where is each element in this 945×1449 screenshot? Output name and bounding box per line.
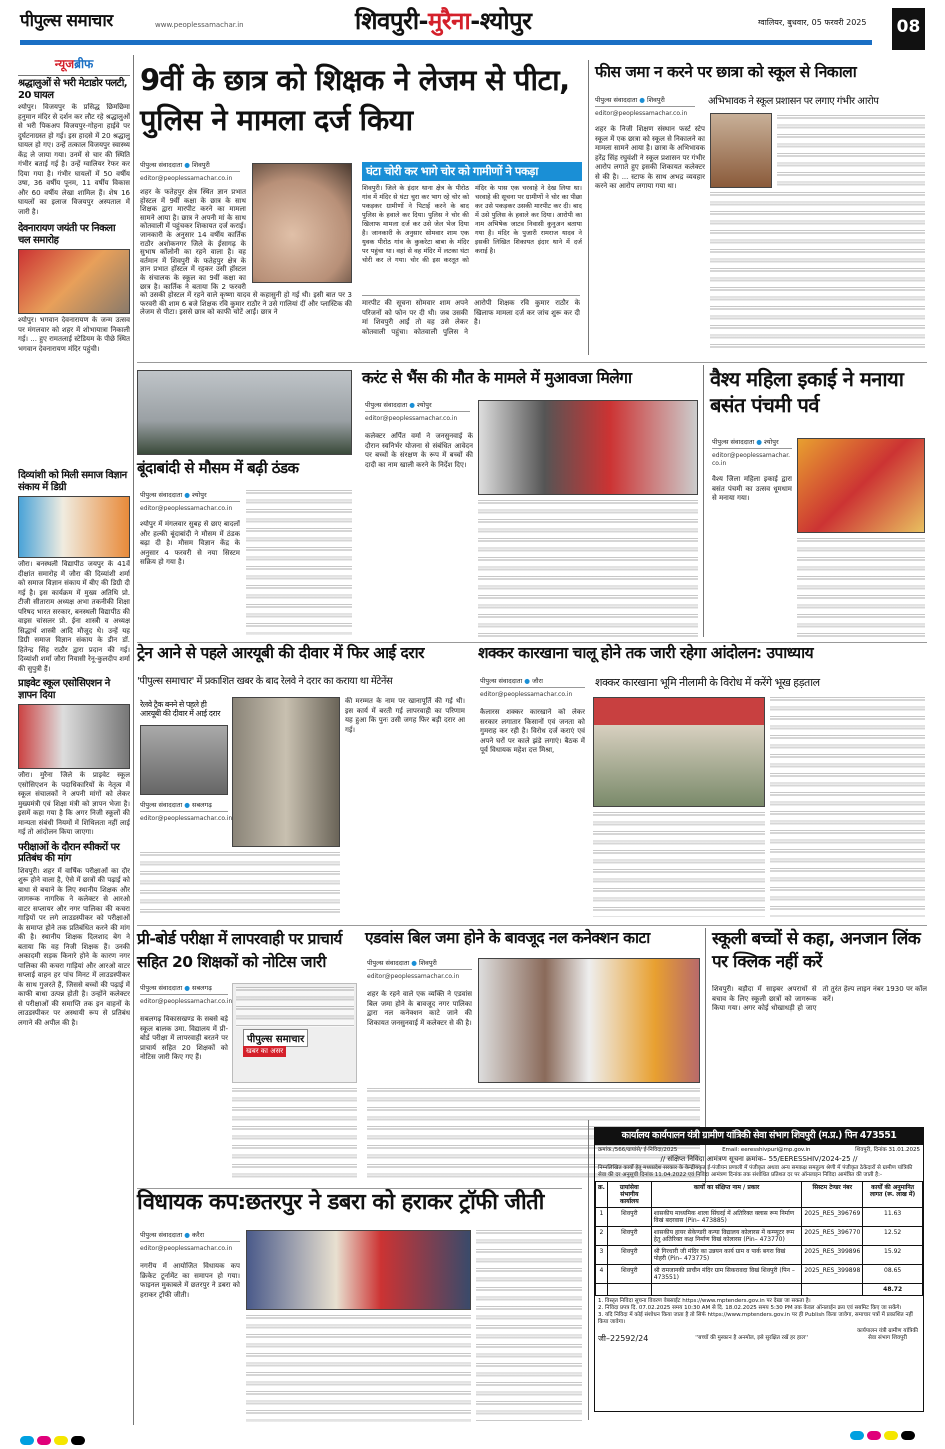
- section-rule: [137, 642, 927, 643]
- parent-photo: [710, 113, 772, 188]
- byline-place: करैरा: [192, 1231, 205, 1239]
- byline-place: सबलगढ़: [192, 984, 212, 992]
- train-headline: ट्रेन आने से पहले आरयूबी की दीवार में फिर आई दरार: [137, 644, 424, 662]
- tender-cell: 08.65: [863, 1264, 923, 1283]
- tender-row: [596, 1207, 923, 1226]
- ad-note: 1. विस्तृत निविदा सूचना विवरण वेबसाईट https://www.mptenders.gov.in पर देखा जा सकता है।: [598, 1297, 811, 1304]
- brief-body: श्योपुर। भगवान देवनारायण के जन्म उत्सव पर मंगलवार को शहर में शोभायात्रा निकाली गई। ... हुए रामतलाई स्टेडियम के पीछे स्थित भगवान देवनारायण मंदिर पहुंची।: [18, 316, 130, 353]
- column-divider: [133, 55, 134, 1425]
- buffalo-byline: पीपुल्स संवाददाता ● श्योपुर editor@peoplessamachar.co.in: [365, 400, 470, 422]
- rub-crack-photo: [232, 697, 340, 847]
- byline-place: श्योपुर: [192, 491, 207, 499]
- sugar-body-text: [593, 812, 765, 917]
- lead-story: [140, 160, 352, 360]
- clipping-brand: पीपुल्स समाचार: [243, 1029, 308, 1047]
- ad-title: कार्यालय कार्यपालन यंत्री ग्रामीण यांत्रिकी सेवा संभाग शिवपुरी (म.प्र.) पिन 473551: [595, 1128, 923, 1145]
- total-row: [596, 1283, 923, 1295]
- editor-email[interactable]: editor@peoplessamachar.co.in: [595, 110, 688, 117]
- cyber-headline: स्कूली बच्चों से कहा, अनजान लिंक पर क्लिक नहीं करें: [712, 929, 921, 972]
- cup-headline: विधायक कप:छतरपुर ने डबरा को हराकर ट्रॉफी जीती: [137, 1190, 544, 1215]
- byline-reporter: पीपुल्स संवाददाता: [140, 1231, 183, 1239]
- tender-cell: शासकीय माध्यमिक शाला सिंघरई में अतिरिक्त क्लास रूम निर्माण विखं बदरवास (Pin– 473885): [651, 1207, 802, 1226]
- weather-body: श्योपुर में मंगलवार सुबह से छाए बादलों और हल्की बूंदाबांदी ने मौसम में ठंडक बढ़ा दी है। मौसम विज्ञान केंद्र के अनुसार 4 फरवरी से नया सिस्टम सक्रिय हो गया है।: [140, 520, 240, 566]
- editor-email[interactable]: editor@peoplessamachar.co.in: [140, 175, 233, 182]
- byline-place: शिवपुरी: [419, 959, 437, 967]
- fees-body-text: [710, 192, 925, 352]
- tender-cell: शासकीय हायर सेकेण्डरी कन्या विद्यालय कोलारस में कम्प्यूटर रूम हेतु अतिरिक्त कक्ष निर्माण विखं कोलारस (Pin– 473770): [651, 1226, 802, 1245]
- brief-headline: श्रद्धालुओं से भरी मेटाडोर पलटी, 20 घायल: [18, 75, 130, 101]
- tender-cell: 1: [596, 1207, 608, 1226]
- brief-body: श्योपुर। विजयपुर के प्रसिद्ध छिमछिमा हनुमान मंदिर से दर्शन कर लौट रहे श्रद्धालुओं से भरी पिकअप विजयपुर-गोहना हाईवे पर दुर्घटनाग्रस्त हो गई। इस हादसे में 20 श्रद्धालु घायल हो गए। उन्हें तत्काल विजयपुर स्वास्थ्य केंद्र ले जाया गया। उनमें से चार की स्थिति गंभीर बताई गई है। उन्हें ग्वालियर रेफर कर दिया गया है। गंभीर घायलों में 50 वर्षीय उषा, 36 वर्षीय पूनम, 11 वर्षीय विकास और 60 वर्षीय लेखा शामिल हैं। शेष 16 घायलों का इलाज विजयपुर अस्पताल में जारी है।: [18, 103, 130, 216]
- byline-reporter: पीपुल्स संवाददाता: [480, 677, 523, 685]
- lead-body-cont: मारपीट की सूचना सोमवार शाम अपने परिजनों को फोन पर दी थी। जब उसकी मां शिवपुरी आईं तो वह उसे लेकर कोतवाली पहुंचा। कोतवाली पुलिस ने आरोपी शिक्षक रवि कुमार राठौर के खिलाफ मामला दर्ज कर जांच शुरू कर दी है।: [362, 295, 580, 355]
- ad-notice-number: // संक्षिप्त निविदा आमंत्रण सूचना क्रमांक– 55/EERESSHIV/2024-25 //: [660, 1154, 858, 1163]
- preboard-body-text: [232, 1088, 357, 1183]
- fees-subheadline: अभिभावक ने स्कूल प्रशासन पर लगाए गंभीर आरोप: [708, 96, 879, 107]
- degree-photo: [18, 496, 130, 558]
- editor-email[interactable]: editor@peoplessamachar.co.in: [140, 1245, 233, 1252]
- ad-signature: कार्यपालन यंत्री ग्रामीण यांत्रिकी सेवा संभाग शिवपुरी: [856, 1327, 918, 1341]
- ad-ref: क्रमांक./566/ग्रायांसे/ ई-निविदा/2025: [598, 1146, 678, 1153]
- sugar-body-text: [770, 697, 925, 917]
- rub-wall-photo: [140, 725, 228, 795]
- byline-place: शिवपुरी: [647, 96, 665, 104]
- vaishya-body: वैश्य जिला महिला इकाई द्वारा बसंत पंचमी का उत्सव धूमधाम से मनाया गया।: [712, 475, 792, 502]
- byline-place: जौरा: [532, 677, 543, 685]
- cup-body-text: [476, 1230, 582, 1422]
- tender-cell: श्री गिरधारी जी मंदिर का उन्नयन कार्य ग्राम व पार्क बगरा विखं पोहरी (Pin– 473775): [651, 1245, 802, 1264]
- news-clipping: [232, 983, 357, 1083]
- memorandum-photo: [18, 704, 130, 769]
- fees-body-text: [777, 115, 925, 190]
- tender-cell: शिवपुरी: [607, 1245, 651, 1264]
- tender-cell: 4: [596, 1264, 608, 1283]
- brief-body: शिवपुरी। शहर में वार्षिक परीक्षाओं का दौर शुरू होने वाला है, ऐसे में छात्रों की पढ़ाई को बाधा से बचाने के लिए स्थानीय शिक्षक और जागरूक नागरिक ने कलेक्टर से आरओ वाटर सप्लायर और नगर पालिका की कचरा गाड़ियों पर लगे लाउडस्पीकर को परीक्षाओं के समाप्त होने तक प्रतिबंधित करने की मांग की है। स्थानीय शिक्षक दिलशाद बेग ने बताया कि वह निजी शिक्षक हैं। उनकी अकादमी सड़क किनारे होने के कारण नगर पालिका की कचरा गाड़ियां और आरओ वाटर सप्लाई वाहन हर पांच मिनट में लाउडस्पीकर के साथ गुजरते हैं, जिससे बच्चों की पढ़ाई में काफी बाधा उत्पन्न होती है। उन्होंने कलेक्टर से परीक्षाओं की समाप्ति तक इन वाहनों के लाउडस्पीकर पर अस्थायी रूप से प्रतिबंध लगाने की अपील की है।: [18, 866, 130, 1027]
- byline-place: श्योपुर: [417, 401, 432, 409]
- total-cost: 48.72: [863, 1283, 923, 1295]
- theft-box: [362, 162, 582, 290]
- tender-cell: 2025_RES_399896: [802, 1245, 863, 1264]
- tender-cell: शिवपुरी: [607, 1207, 651, 1226]
- clipping-text: [236, 987, 354, 1027]
- editor-email[interactable]: editor@peoplessamachar.co.in: [480, 691, 573, 698]
- col-header: कार्यों का संक्षिप्त नाम / प्रकार: [651, 1181, 802, 1207]
- vaishya-body-text: [797, 538, 925, 638]
- byline-reporter: पीपुल्स संवाददाता: [367, 959, 410, 967]
- water-body: शहर के रहने वाले एक व्यक्ति ने एडवांस बिल जमा होने के बावजूद नगर पालिका द्वारा नल कनेक्शन काटे जाने की शिकायत जनसुनवाई में कलेक्टर से की है।: [367, 990, 472, 1027]
- registration-marks: [850, 1425, 918, 1444]
- sugar-body: कैलारस शक्कर कारखाने को लेकर सरकार लगातार किसानों एवं जनता को गुमराह कर रही है। विरोध दर्ज कराएं एवं अपने घरों पर काले झंडे लगाएं। बैठक में पूर्व विधायक महेश दत्त मिश्रा,: [480, 708, 585, 754]
- hearing-photo: [478, 400, 698, 495]
- vaishya-headline: वैश्य महिला इकाई ने मनाया बसंत पंचमी पर्व: [710, 367, 904, 417]
- water-byline: पीपुल्स संवाददाता ● शिवपुरी editor@peoplessamachar.co.in: [367, 958, 472, 980]
- news-brief-sidebar: [18, 55, 130, 1425]
- tender-cell: श्री रामजानकी प्राचीन मंदिर ग्राम सिकरावदा विखं शिवपुरी (पिन – 473551): [651, 1264, 802, 1283]
- byline-place: श्योपुर: [764, 438, 779, 446]
- tender-row: [596, 1226, 923, 1245]
- tender-cell: 11.63: [863, 1207, 923, 1226]
- tender-cell: 15.92: [863, 1245, 923, 1264]
- editor-email[interactable]: editor@peoplessamachar.co.in: [365, 415, 458, 422]
- train-byline: पीपुल्स संवाददाता ● सबलगढ़ editor@peoplessamachar.co.in: [140, 801, 233, 822]
- sugar-byline: पीपुल्स संवाददाता ● जौरा editor@peoplessamachar.co.in: [480, 676, 585, 698]
- byline-place: सबलगढ़: [192, 801, 212, 809]
- lead-body: शहर के फतेहपुर क्षेत्र स्थित ज्ञान प्रभात होस्टल में 9वीं कक्षा के छात्र के साथ शिक्षक द्वारा मारपीट करने का मामला सामने आया है। छात्र ने अपनी मां के साथ कोतवाली में पहुंचकर शिकायत दर्ज कराई। जानकारी के अनुसार 14 वर्षीय कार्तिक राठौर अशोकनगर जिले के ईसागढ़ के सुभाष कॉलोनी का रहने वाला है। वह वर्तमान में शिवपुरी के फतेहपुर क्षेत्र के ज्ञान प्रभात हॉस्टल में रहकर उसी हॉस्टल के संचालक के स्कूल का 9वीं कक्षा का छात्र है। कार्तिक ने बताया कि 2 फरवरी को उसकी होस्टल में रहने वाले कृष्णा यादव से कहासुनी हो गई थी। इसी बात पर 3 फरवरी की शाम 6 बजे शिक्षक रवि कुमार राठौर ने उसे गालियां दीं और प्लास्टिक की लेजम से पीटा। इससे छात्र को काफी चोटें आईं। छात्र ने: [140, 188, 352, 317]
- weather-photo: [137, 370, 352, 455]
- sugar-headline: शक्कर कारखाना चालू होने तक जारी रहेगा आंदोलन: उपाध्याय: [478, 644, 814, 662]
- trophy-photo: [246, 1230, 471, 1310]
- brief-headline: प्राइवेट स्कूल एसोसिएशन ने ज्ञापन दिया: [18, 678, 110, 701]
- water-headline: एडवांस बिल जमा होने के बावजूद नल कनेक्शन काटा: [365, 929, 650, 947]
- cyber-body: शिवपुरी। बड़ौदा में साइबर अपराधों से बचाव के लिए स्कूली छात्रों को जागरूक किया गया। अगर कोई धोखाधड़ी हो जाए तो तुरंत हेल्प लाइन नंबर 1930 पर कॉल करें।: [712, 985, 927, 1012]
- preboard-headline: प्री-बोर्ड परीक्षा में लापरवाही पर प्राचार्य सहित 20 शिक्षकों को नोटिस जारी: [137, 930, 342, 971]
- sugar-subheadline: शक्कर कारखाना भूमि नीलामी के विरोध में करेंगे भूख हड़ताल: [595, 676, 820, 689]
- column-divider: [588, 60, 589, 355]
- protest-photo: [593, 697, 765, 807]
- page-number: 08: [892, 8, 925, 50]
- tender-cell: 2025_RES_399898: [802, 1264, 863, 1283]
- tender-cell: शिवपुरी: [607, 1226, 651, 1245]
- website-url[interactable]: www.peoplessamachar.in: [155, 21, 244, 29]
- editor-email[interactable]: editor@peoplessamachar.co.in: [140, 998, 233, 1005]
- lead-byline: पीपुल्स संवाददाता ● शिवपुरी editor@peoplessamachar.co.in: [140, 160, 240, 182]
- cup-body: नगरीय में आयोजित विधायक कप क्रिकेट टूर्नामेंट का समापन हो गया। फाइनल मुकाबले में छतरपुर ने डबरा को हराकर ट्रॉफी जीती।: [140, 1262, 240, 1299]
- tender-cell: 12.52: [863, 1226, 923, 1245]
- title-part-3: -श्योपुर: [470, 7, 532, 35]
- tender-cell: 2025_RES_396769: [802, 1207, 863, 1226]
- ad-footer: [595, 1328, 923, 1342]
- tender-row: [596, 1264, 923, 1283]
- col-header: क्र.: [596, 1181, 608, 1207]
- section-rule: [137, 362, 927, 363]
- fees-body: शहर के निजी शिक्षण संस्थान फर्स्ट स्टेप स्कूल में एक छात्रा को स्कूल से निकालने का मामला सामने आया है। छात्रा के अभिभावक हरेंद्र सिंह रघुवंशी ने स्कूल प्रशासन पर गंभीर आरोप लगाते हुए इसकी शिकायत कलेक्टर से की है। ... स्टाफ के साथ अभद्र व्यवहार करने का आरोप लगाया गया था।: [595, 125, 705, 190]
- theft-headline: घंटा चोरी कर भागे चोर को गामीणों ने पकड़ा: [362, 162, 582, 181]
- col-header: ग्रायांसेवा संभागीय कार्यालय: [607, 1181, 651, 1207]
- clipping-caption: रेलवे ट्रैक बनने से पहले ही आरयूबी की दीवार में आई दरार: [140, 700, 221, 719]
- ad-slogan: ''बच्चों की मुस्कान है अनमोल, इसे सुरक्षित रखें हर हाल'': [695, 1334, 809, 1341]
- ad-intro: निम्नलिखित कार्यों हेतु मध्यप्रदेश सरकार के केन्द्रीयकृत ई-पंजीयन प्रणाली में पंजीकृत अथवा अन्य समकक्ष समतुल्य श्रेणी में पंजीकृत ठेकेदारों से ग्रामीण यांत्रिकी सेवा की दर अनुसूची दिनांक 11.04.2022 एवं निविदा आमंत्रण दिनांक तक संशोधित प्रतिशत दर पर ऑनलाइन निविदा आमंत्रित की जाती है:-: [598, 1164, 913, 1178]
- tender-cell: 2025_RES_396770: [802, 1226, 863, 1245]
- edition-title: [355, 8, 531, 36]
- brief-body: जौरा। मुरैना जिले के प्राइवेट स्कूल एसोसिएशन के पदाधिकारियों के नेतृत्व में स्कूल संचालकों ने अपनी मांगों को लेकर मुख्यमंत्री एवं शिक्षा मंत्री को ज्ञापन भेजा है। इसमें कहा गया है कि अगर निजी स्कूलों की मान्यता संबंधी नियमों में शिथिलता नहीं लाई गई तो आंदोलन किया जाएगा।: [18, 771, 130, 836]
- preboard-body: सबलगढ़ विकासखण्ड के सबसे बड़े स्कूल बालक उमा. विद्यालय में प्री-बोर्ड परीक्षा में लापरवाही बरतने पर प्राचार्य सहित 20 शिक्षकों को नोटिस जारी किए गए हैं।: [140, 1015, 228, 1061]
- tender-cell: शिवपुरी: [607, 1264, 651, 1283]
- buffalo-body: कलेक्टर अर्पित वर्मा ने जनसुनवाई के दौरान स्वनिर्भर योजना से संबंधित आवेदन पर बच्चों के संरक्षण के रूप में बच्चों की दादी का नाम खाली करने के निर्देश दिए।: [365, 432, 473, 469]
- lead-headline: 9वीं के छात्र को शिक्षक ने लेजम से पीटा, पुलिस ने मामला दर्ज किया: [140, 63, 570, 137]
- train-body: की मरम्मत के नाम पर खानापूर्ति की गई थी। इस कार्य में बरती गई लापरवाही का परिणाम यह हुआ कि पुनः उसी जगह फिर बड़ी दरार आ गई।: [345, 697, 465, 734]
- basant-panchami-photo: [797, 438, 925, 533]
- weather-headline: बूंदाबांदी से मौसम में बढ़ी ठंडक: [137, 459, 299, 477]
- ad-note: 2. निविदा प्रपत्र दि. 07.02.2025 समय 10:30 AM से दि. 18.02.2025 समय 5:30 PM तक केवल ऑनलाईन क्रय एवं सबमिट किए जा सकेंगे।: [598, 1304, 902, 1311]
- newspaper-logo: पीपुल्स समाचार: [20, 11, 113, 31]
- injury-photo: [252, 163, 352, 283]
- preboard-byline: पीपुल्स संवाददाता ● सबलगढ़ editor@peoplessamachar.co.in: [140, 984, 233, 1005]
- header-rule: [20, 40, 872, 45]
- byline-reporter: पीपुल्स संवाददाता: [140, 491, 183, 499]
- train-body-text: [140, 852, 340, 917]
- cup-body-text: [246, 1315, 471, 1422]
- buffalo-body-text: [478, 500, 698, 637]
- weather-body-text: [246, 490, 352, 635]
- tender-notice-ad: [594, 1127, 924, 1412]
- byline-reporter: पीपुल्स संवाददाता: [365, 401, 408, 409]
- byline-reporter: पीपुल्स संवाददाता: [140, 161, 183, 169]
- theft-body: शिवपुरी। जिले के इंदार थाना क्षेत्र के पीरोठ गांव में मंदिर से घंटा चुरा कर भाग रहे चोर को पकड़कर ग्रामीणों ने पिटाई करने के बाद पुलिस के हवाले कर दिया। पुलिस ने चोर की खिलाफ मामला दर्ज कर उसे जेल भेज दिया है। जानकारी के अनुसार सोमवार शाम एक युवक पीरोठ गांव के कुकरेटा बाबा के मंदिर पर पहुंचा था। वहां से वह मंदिर में लटका घंटा चोरी कर ले गया। चोर की इस करतूत को मंदिर के पास एक चरवाहे ने देख लिया था। चरवाहे की सूचना पर ग्रामीणों ने चोर का पीछा कर उसे पकड़कर उसकी मारपीट कर दी। बाद में उसे पुलिस के हवाले कर दिया। आरोपी का नाम अभिषेक जाटव निवासी कुनुअन बताया गया है। मंदिर के पुजारी रामराज यादव ने इसकी लिखित शिकायत इंदार थाने में दर्ज कराई है।: [362, 184, 582, 265]
- complainants-photo: [478, 958, 700, 1083]
- news-brief-label: न्यूजब्रीफ: [54, 57, 94, 71]
- tender-cell: 3: [596, 1245, 608, 1264]
- col-header: सिस्टम टेण्डर नंबर: [802, 1181, 863, 1207]
- buffalo-headline: करंट से भैंस की मौत के मामले में मुआवजा मिलेगा: [362, 369, 632, 387]
- ad-code: जी–22592/24: [598, 1333, 649, 1343]
- ad-date: शिवपुरी, दिनांक 31.01.2025: [855, 1146, 920, 1153]
- byline-reporter: पीपुल्स संवाददाता: [140, 801, 183, 809]
- brief-body: जौरा। बनस्थली विद्यापीठ जयपुर के 41वें दीक्षांत समारोह में जौरा की दिव्यांशी शर्मा को समाज विज्ञान संकाय में बीए की डिग्री दी गई है। इस कार्यक्रम में मुख्य अतिथि प्रो. टीजी सीताराम अध्यक्ष अभा तकनीकी शिक्षा परिषद भारत सरकार, बनस्थली विद्यापीठ की वाइस चांसलर प्रो. ईना शास्त्री व अध्यक्ष सिद्धार्थ शास्त्री आदि मौजूद थे। उन्हें यह डिग्री समाज विज्ञान संकाय के डीन डॉ. हितेन्द्र सिंह राठौर द्वारा प्रदान की गई। दिव्यांशी शर्मा जौरा निवासी रेनू-कुलदीप शर्मा की सुपुत्री हैं।: [18, 560, 130, 673]
- byline-place: शिवपुरी: [192, 161, 210, 169]
- tender-table: [595, 1181, 923, 1296]
- byline-reporter: पीपुल्स संवाददाता: [140, 984, 183, 992]
- fees-headline: फीस जमा न करने पर छात्रा को स्कूल से निकाला: [595, 63, 857, 81]
- byline-reporter: पीपुल्स संवाददाता: [712, 438, 755, 446]
- ad-note: 3. यदि निविदा में कोई संशोधन किया जाता है तो सिर्फ https://www.mptenders.gov.in पर ही Publish किया जावेगा, समाचार पत्रों में प्रकाशित नहीं किया जावेगा।: [598, 1311, 913, 1325]
- title-part-1: शिवपुरी-: [355, 7, 429, 35]
- impact-tag: खबर का असर: [243, 1046, 286, 1057]
- registration-marks: [20, 1430, 88, 1449]
- brief-headline: परीक्षाओं के दौरान स्पीकरों पर प्रतिबंध की मांग: [18, 841, 120, 864]
- weather-byline: पीपुल्स संवाददाता ● श्योपुर editor@peoplessamachar.co.in: [140, 490, 240, 512]
- ad-email[interactable]: Email: eeresshivpuri@mp.gov.in: [722, 1146, 811, 1153]
- col-header: कार्यों की अनुमानित लागत (रू. लाख में): [863, 1181, 923, 1207]
- editor-email[interactable]: editor@peoplessamachar.co.in: [140, 505, 233, 512]
- brief-headline: देवनारायण जयंती पर निकला चल समारोह: [18, 223, 116, 246]
- section-rule: [137, 925, 927, 926]
- ad-notes: [595, 1296, 923, 1328]
- fees-byline: पीपुल्स संवाददाता ● शिवपुरी editor@peoplessamachar.co.in: [595, 95, 695, 117]
- title-part-2: मुरैना: [428, 7, 471, 35]
- tender-row: [596, 1245, 923, 1264]
- column-divider: [703, 365, 704, 637]
- cup-byline: पीपुल्स संवाददाता ● करैरा editor@peoplessamachar.co.in: [140, 1230, 240, 1252]
- vaishya-byline: पीपुल्स संवाददाता ● श्योपुर editor@peoplessamachar.co.in: [712, 438, 791, 467]
- brief-headline: दिव्यांशी को मिली समाज विज्ञान संकाय में डिग्री: [18, 470, 127, 493]
- editor-email[interactable]: editor@peoplessamachar.co.in: [140, 815, 233, 822]
- tender-cell: 2: [596, 1226, 608, 1245]
- dateline: ग्वालियर, बुधवार, 05 फरवरी 2025: [758, 18, 867, 27]
- editor-email[interactable]: editor@peoplessamachar.co.in: [367, 973, 460, 980]
- train-subheadline: 'पीपुल्स समाचार' में प्रकाशित खबर के बाद रेलवे ने दरार का कराया था मेंटेनेंस: [137, 676, 393, 687]
- section-rule: [137, 1188, 582, 1189]
- column-divider: [588, 1120, 589, 1420]
- editor-email[interactable]: editor@peoplessamachar.co.in: [712, 452, 791, 467]
- procession-photo: [18, 249, 130, 314]
- byline-reporter: पीपुल्स संवाददाता: [595, 96, 638, 104]
